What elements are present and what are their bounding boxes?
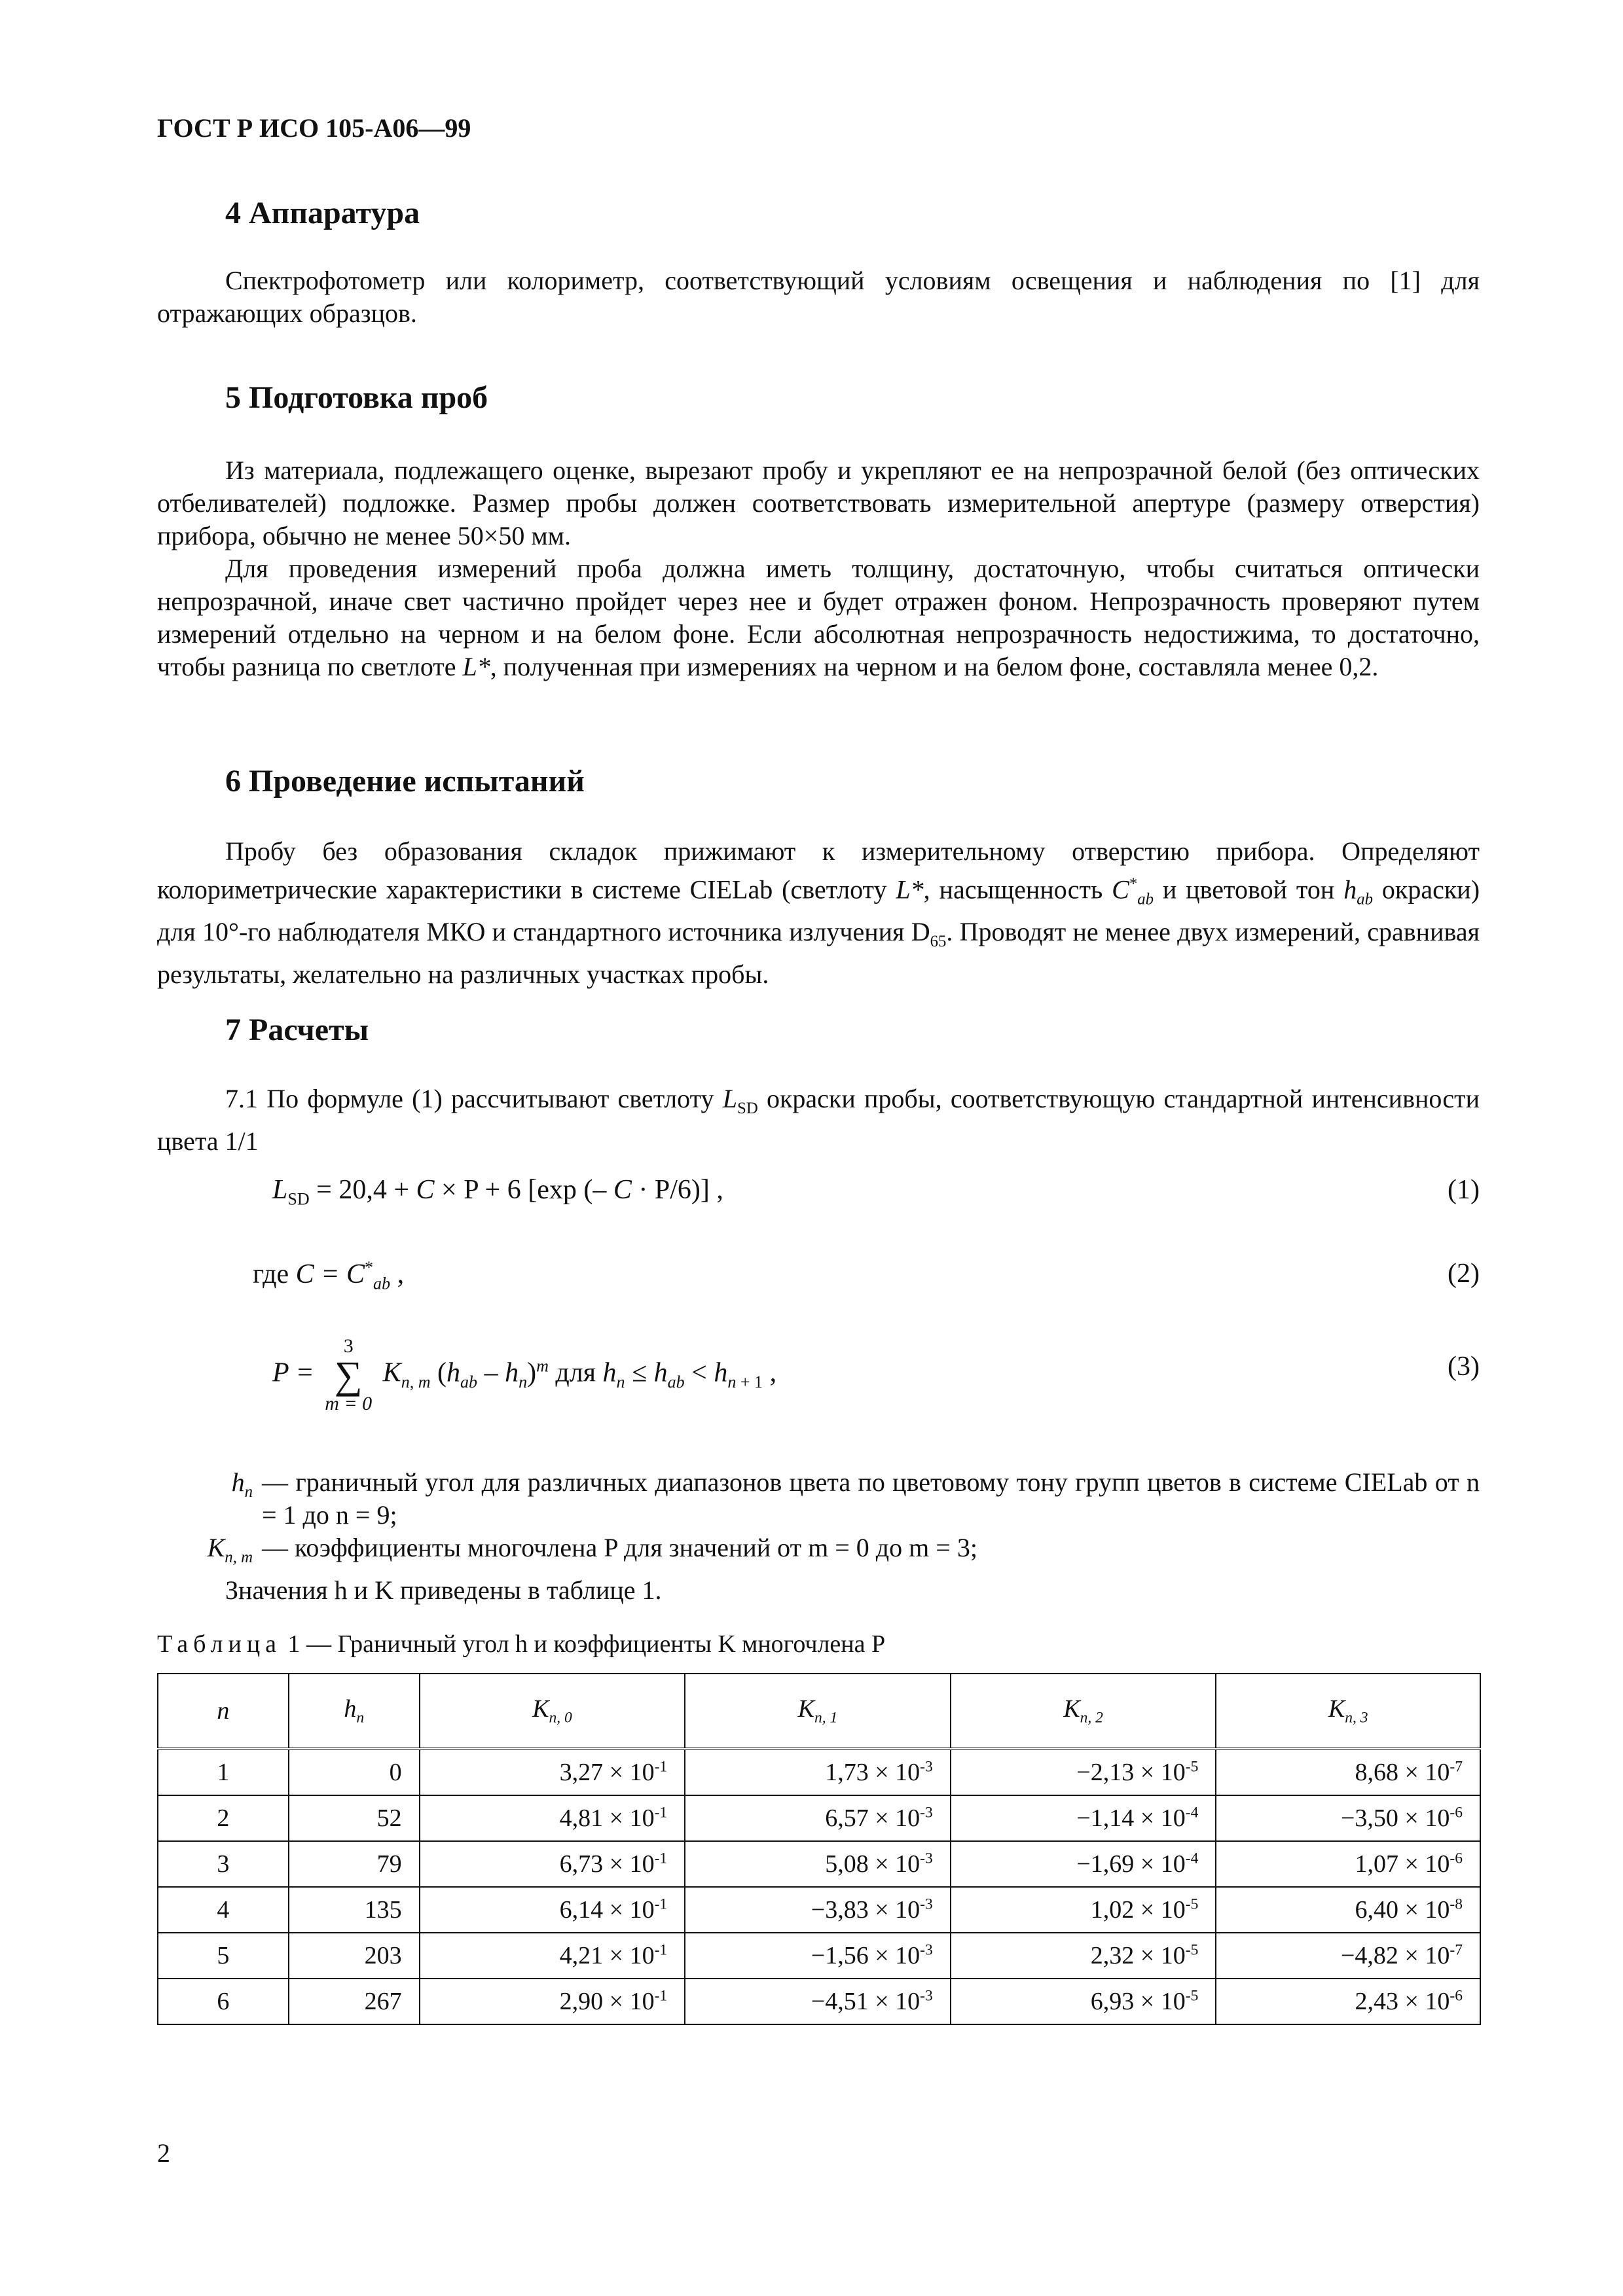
section-4-title: 4 Аппаратура (225, 196, 420, 230)
definition-hn: $h_n$ — граничный угол для различных диапазонов цвета по цветовому тону групп цветов в системе CIELab от n = 1 до n = 9; (231, 1467, 1480, 1530)
definition-knm: $K_{n, m}$ — коэффициенты многочлена P для значений от m = 0 до m = 3; (207, 1533, 977, 1566)
col-kn2: $K_{n, 2}$ (951, 1674, 1216, 1749)
table-cell: 267 (289, 1979, 420, 2024)
table-cell: $-4,51 \times 10^{-3}$ (685, 1979, 951, 2024)
table-cell: $6,73 \times 10^{-1}$ (420, 1841, 685, 1887)
table-cell: $-3,50 \times 10^{-6}$ (1216, 1795, 1480, 1841)
table-cell: $6,40 \times 10^{-8}$ (1216, 1887, 1480, 1933)
formula-2-number: (2) (1448, 1259, 1480, 1289)
formula-1: $L_{SD} = 20,4 + C \times P + 6$ [exp (– C · P/6)] , (272, 1175, 723, 1209)
table-cell: 79 (289, 1841, 420, 1887)
table-row (158, 1933, 1480, 1979)
table-cell: 6 (158, 1979, 289, 2024)
table-cell: $6,57 \times 10^{-3}$ (685, 1795, 951, 1841)
table-row (158, 1887, 1480, 1933)
table-row (158, 1749, 1480, 1795)
table-cell: $2,43 \times 10^{-6}$ (1216, 1979, 1480, 2024)
formula-1-number: (1) (1448, 1175, 1480, 1205)
table-row (158, 1795, 1480, 1841)
table-cell: 1 (158, 1749, 289, 1795)
document-id: ГОСТ Р ИСО 105-А06—99 (157, 113, 471, 143)
table-cell: $5,08 \times 10^{-3}$ (685, 1841, 951, 1887)
page-number: 2 (157, 2138, 170, 2168)
table-cell: $1,07 \times 10^{-6}$ (1216, 1841, 1480, 1887)
section-5-paragraph-1: Из материала, подлежащего оценке, вырезают пробу и укрепляют ее на непрозрачной белой (без оптических отбеливателей) подложке. Размер пробы должен соответствовать измерительной апертуре (размеру отверстия) прибора, обычно не менее 50×50 мм. (157, 456, 1480, 550)
definitions-list (157, 1466, 1480, 1607)
table-cell: $4,21 \times 10^{-1}$ (420, 1933, 685, 1979)
formula-3: P = 3 ∑ m = 0 $K_{n, m}$ $(h_{ab} - h_n)^m$ для $h_n \le h_{ab} < h_{n + 1}$ , (272, 1335, 777, 1414)
table-cell: $2,32 \times 10^{-5}$ (951, 1933, 1216, 1979)
table-cell: $-1,69 \times 10^{-4}$ (951, 1841, 1216, 1887)
table-cell: $6,14 \times 10^{-1}$ (420, 1887, 685, 1933)
section-7-paragraph: 7.1 По формуле (1) рассчитывают светлоту $L_{SD}$ окраски пробы, соответствующую стандартной интенсивности цвета 1/1 (157, 1084, 1480, 1156)
table-cell: $1,02 \times 10^{-5}$ (951, 1887, 1216, 1933)
table-cell: $1,73 \times 10^{-3}$ (685, 1749, 951, 1795)
formula-2: где $C = C^*_{ab}$ , (253, 1258, 405, 1293)
table-cell: $-4,82 \times 10^{-7}$ (1216, 1933, 1480, 1979)
values-note: Значения h и K приведены в таблице 1. (225, 1575, 662, 1605)
table-cell: 203 (289, 1933, 420, 1979)
table-cell: $-1,14 \times 10^{-4}$ (951, 1795, 1216, 1841)
table-header-row (158, 1674, 1480, 1749)
col-kn1: $K_{n, 1}$ (685, 1674, 951, 1749)
table-cell: $2,90 \times 10^{-1}$ (420, 1979, 685, 2024)
table-cell: 4 (158, 1887, 289, 1933)
col-kn0: $K_{n, 0}$ (420, 1674, 685, 1749)
col-n: n (158, 1674, 289, 1749)
table-cell: $-2,13 \times 10^{-5}$ (951, 1749, 1216, 1795)
table-cell: $-1,56 \times 10^{-3}$ (685, 1933, 951, 1979)
col-kn3: $K_{n, 3}$ (1216, 1674, 1480, 1749)
table-1-caption: Таблица 1 — Граничный угол h и коэффициенты K многочлена P (157, 1630, 886, 1658)
col-hn: $h_n$ (289, 1674, 420, 1749)
summation-sign: 3 ∑ m = 0 (325, 1335, 373, 1414)
section-5-title: 5 Подготовка проб (225, 380, 488, 415)
section-6-title: 6 Проведение испытаний (225, 764, 585, 798)
table-cell: $6,93 \times 10^{-5}$ (951, 1979, 1216, 2024)
table-cell: 3 (158, 1841, 289, 1887)
table-row (158, 1841, 1480, 1887)
table-cell: $-3,83 \times 10^{-3}$ (685, 1887, 951, 1933)
table-cell: 135 (289, 1887, 420, 1933)
table-cell: $8,68 \times 10^{-7}$ (1216, 1749, 1480, 1795)
table-cell: 2 (158, 1795, 289, 1841)
section-5-paragraph-2: Для проведения измерений проба должна иметь толщину, достаточную, чтобы считаться оптически непрозрачной, иначе свет частично пройдет через нее и будет отражен фоном. Непрозрачность проверяют путем измерений отдельно на черном и на белом фоне. Если абсолютная непрозрачность недостижима, то достаточно, чтобы разница по светлоте L*, полученная при измерениях на черном и на белом фоне, составляла менее 0,2. (157, 554, 1480, 681)
section-6-paragraph: Пробу без образования складок прижимают к измерительному отверстию прибора. Определяют колориметрические характеристики в системе CIELab (светлоту L*, насыщенность $C^*_{ab}$ и цветовой тон $h_{ab}$ окраски) для 10°-го наблюдателя МКО и стандартного источника излучения $D_{65}$. Проводят не менее двух измерений, сравнивая результаты, желательно на различных участках пробы. (157, 836, 1480, 990)
table-cell: 5 (158, 1933, 289, 1979)
table-cell: $3,27 \times 10^{-1}$ (420, 1749, 685, 1795)
table-cell: $4,81 \times 10^{-1}$ (420, 1795, 685, 1841)
section-4-paragraph: Спектрофотометр или колориметр, соответствующий условиям освещения и наблюдения по [1] для отражающих образцов. (157, 266, 1480, 328)
table-cell: 0 (289, 1749, 420, 1795)
table-1 (157, 1673, 1481, 2025)
lightness-symbol: L* (462, 652, 490, 681)
table-row (158, 1979, 1480, 2024)
table-cell: 52 (289, 1795, 420, 1841)
formula-3-number: (3) (1448, 1352, 1480, 1382)
section-7-title: 7 Расчеты (225, 1013, 369, 1047)
